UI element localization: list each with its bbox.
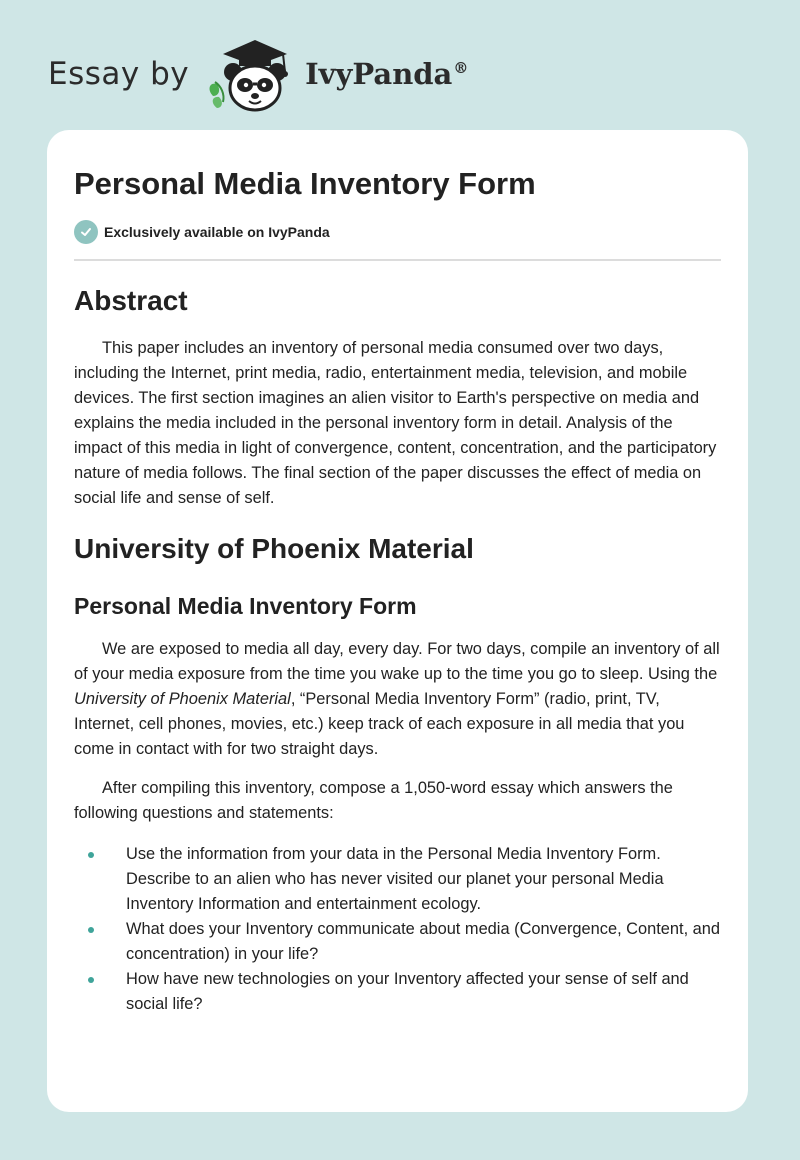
instruction-paragraph: We are exposed to media all day, every day. For two days, compile an inventory of all of your media exposure from the time you wake up to the time you go to sleep. Using the University of Phoenix Material, “Personal Media Inventory Form” (radio, print, TV, Internet, cell phones, movies, etc.) keep track of each exposure in all media that you come in contact with for two straight days. (74, 640, 720, 758)
brand-prefix: Essay by (48, 56, 190, 92)
essay-prompt-paragraph: After compiling this inventory, compose a 1,050-word essay which answers the following questions and statements: (74, 779, 673, 822)
list-item: What does your Inventory communicate about media (Convergence, Content, and concentration) in your life? (74, 917, 721, 967)
badge-text: Exclusively available on IvyPanda (104, 224, 330, 240)
abstract-heading: Abstract (74, 285, 188, 316)
page-title: Personal Media Inventory Form (74, 166, 536, 201)
abstract-text: This paper includes an inventory of personal media consumed over two days, including the Internet, print media, radio, entertainment media, television, and mobile devices. The first section imagines an alien visitor to Earth's perspective on media and explains the media included in the personal inventory form in detail. Analysis of the impact of this media in light of convergence, content, concentration, and the participatory nature of media follows. The final section of the paper discusses the effect of media on social life and sense of self. (74, 339, 717, 507)
essay-card (47, 130, 748, 1112)
divider (74, 259, 721, 261)
panda-logo-icon (203, 34, 303, 114)
list-item: Use the information from your data in the Personal Media Inventory Form. Describe to an alien who has never visited our planet your personal Media Inventory Information and entertainment ecology. (74, 842, 721, 917)
registered-mark: ® (453, 59, 469, 78)
subsection-heading: Personal Media Inventory Form (74, 593, 417, 619)
list-item: How have new technologies on your Inventory affected your sense of self and social life? (74, 967, 721, 1017)
material-title: University of Phoenix Material (74, 690, 291, 708)
questions-list (74, 842, 721, 1017)
check-circle-icon (74, 220, 98, 244)
section-heading: University of Phoenix Material (74, 533, 474, 564)
brand-logo[interactable] (48, 34, 468, 114)
exclusive-badge (74, 220, 721, 244)
brand-name: IvyPanda® (305, 57, 469, 91)
